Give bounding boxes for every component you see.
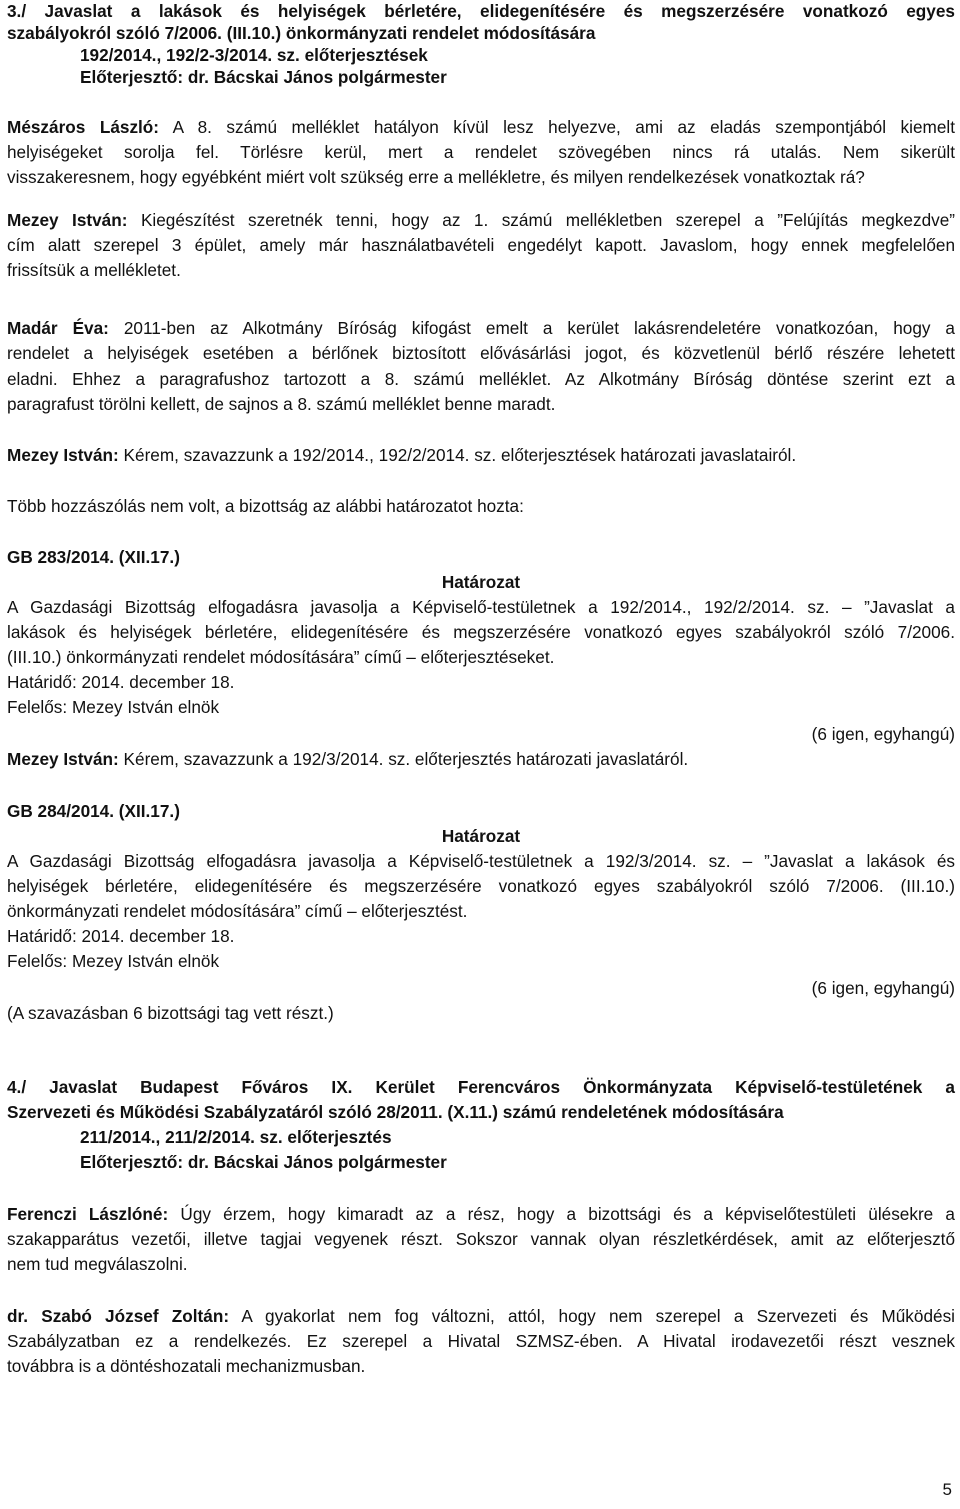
resolution-line: önkormányzati rendelet módosítására” című – előterjesztést. <box>7 901 468 921</box>
resolution-vote: (6 igen, egyhangú) <box>811 978 955 998</box>
speaker-name: dr. Szabó József Zoltán: <box>7 1306 230 1326</box>
paragraph-line: Madár Éva: 2011-ben az Alkotmány Bíróság kifogást emelt a kerület lakásrendeletére vonatkozóan, hogy a <box>7 318 955 338</box>
resolution-deadline: Határidő: 2014. december 18. <box>7 672 235 692</box>
section-3-title: 3./ Javaslat a lakások és helyiségek bérletére, elidegenítésére és megszerzésére vonatkozó egyes <box>7 1 955 21</box>
section-4-title-cont: Szervezeti és Működési Szabályzatáról szóló 28/2011. (X.11.) számú rendeletének módosítására <box>7 1102 784 1122</box>
resolution-responsible: Felelős: Mezey István elnök <box>7 697 220 717</box>
paragraph-line: eladni. Ehhez a paragrafushoz tartozott a 8. számú melléklet. Az Alkotmány Bíróság döntése szerint ezt a <box>7 369 955 389</box>
resolution-vote: (6 igen, egyhangú) <box>811 724 955 744</box>
paragraph-line: paragrafust törölni kellett, de sajnos a 8. számú melléklet benne maradt. <box>7 394 556 414</box>
speaker-name: Ferenczi Lászlóné: <box>7 1204 169 1224</box>
section-3-title-cont: szabályokról szóló 7/2006. (III.10.) önkormányzati rendelet módosítására <box>7 23 596 43</box>
speaker-name: Mezey István: <box>7 749 119 769</box>
section-3-reference: 192/2014., 192/2-3/2014. sz. előterjesztések <box>80 45 428 65</box>
speaker-name: Madár Éva: <box>7 318 109 338</box>
resolution-line: A Gazdasági Bizottság elfogadásra javasolja a Képviselő-testületnek a 192/3/2014. sz. – ”Javaslat a lakások és <box>7 851 955 871</box>
paragraph-line: helyiségeket sorolja fel. Törlésre kerül, mert a rendelet szövegében nincs rá utalás. Nem sikerült <box>7 142 955 162</box>
resolution-heading: Határozat <box>441 572 521 592</box>
paragraph-line: visszakeresnem, hogy egyébként miért volt szükség erre a mellékletre, és milyen rendelkezések vonatkoztak rá? <box>7 167 865 187</box>
section-4-presenter: Előterjesztő: dr. Bácskai János polgármester <box>80 1152 447 1172</box>
resolution-line: lakások és helyiségek bérletére, elidegenítésére és megszerzésére vonatkozó egyes szabályokról szóló 7/2006. <box>7 622 955 642</box>
paragraph-line: szakapparátus vezetői, illetve tagjai vegyenek részt. Sokszor vannak olyan részletkérdések, amit az előterjesztő <box>7 1229 955 1249</box>
paragraph-line: dr. Szabó József Zoltán: A gyakorlat nem fog változni, attól, hogy nem szerepel a Szervezeti és Működési <box>7 1306 955 1326</box>
paragraph-line: Mezey István: Kérem, szavazzunk a 192/2014., 192/2/2014. sz. előterjesztések határozati javaslatairól. <box>7 445 797 465</box>
speaker-name: Mészáros László: <box>7 117 160 137</box>
page-number: 5 <box>942 1480 952 1499</box>
paragraph-line: továbbra is a döntéshozatali mechanizmusban. <box>7 1356 366 1376</box>
section-3-presenter: Előterjesztő: dr. Bácskai János polgármester <box>80 67 447 87</box>
paragraph-line: Mezey István: Kiegészítést szeretnék tenni, hogy az 1. számú mellékletben szerepel a ”Felújítás megkezdve” <box>7 210 956 230</box>
paragraph-line: Több hozzászólás nem volt, a bizottság az alábbi határozatot hozta: <box>7 496 524 516</box>
speaker-name: Mezey István: <box>7 445 119 465</box>
paragraph-line: rendelet a helyiségek esetében a bérlőnek biztosított elővásárlási jogot, és közvetlenül bérlő részére lehetett <box>7 343 955 363</box>
resolution-line: (III.10.) önkormányzati rendelet módosítására” című – előterjesztéseket. <box>7 647 555 667</box>
resolution-note: (A szavazásban 6 bizottsági tag vett részt.) <box>7 1003 334 1023</box>
section-4-title: 4./ Javaslat Budapest Főváros IX. Kerület Ferencváros Önkormányzata Képviselő-testületének a <box>7 1077 955 1097</box>
paragraph-line: Ferenczi Lászlóné: Úgy érzem, hogy kimaradt az a rész, hogy a bizottsági és a képviselőtestületi ülésekre a <box>7 1204 955 1224</box>
paragraph-line: nem tud megválaszolni. <box>7 1254 188 1274</box>
resolution-heading: Határozat <box>441 826 521 846</box>
resolution-deadline: Határidő: 2014. december 18. <box>7 926 235 946</box>
resolution-number: GB 283/2014. (XII.17.) <box>7 547 180 567</box>
speaker-name: Mezey István: <box>7 210 128 230</box>
paragraph-line: Mezey István: Kérem, szavazzunk a 192/3/2014. sz. előterjesztés határozati javaslatáról. <box>7 749 689 769</box>
paragraph-line: frissítsük a mellékletet. <box>7 260 181 280</box>
resolution-responsible: Felelős: Mezey István elnök <box>7 951 220 971</box>
paragraph-line: cím alatt szerepel 3 épület, amely már használatbavételi engedélyt kapott. Javaslom, hogy ennek megfelelően <box>7 235 955 255</box>
resolution-line: A Gazdasági Bizottság elfogadásra javasolja a Képviselő-testületnek a 192/2014., 192/2/2014. sz. – ”Javaslat a <box>7 597 955 617</box>
section-4-reference: 211/2014., 211/2/2014. sz. előterjesztés <box>80 1127 392 1147</box>
paragraph-line: Mészáros László: A 8. számú melléklet hatályon kívül lesz helyezve, ami az eladás szempontjából kiemelt <box>7 117 955 137</box>
resolution-number: GB 284/2014. (XII.17.) <box>7 801 180 821</box>
paragraph-line: Szabályzatban ez a rendelkezés. Ez szerepel a Hivatal SZMSZ-ében. A Hivatal irodavezetői részt vesznek <box>7 1331 955 1351</box>
resolution-line: helyiségek bérletére, elidegenítésére és megszerzésére vonatkozó egyes szabályokról szóló 7/2006. (III.10.) <box>7 876 955 896</box>
